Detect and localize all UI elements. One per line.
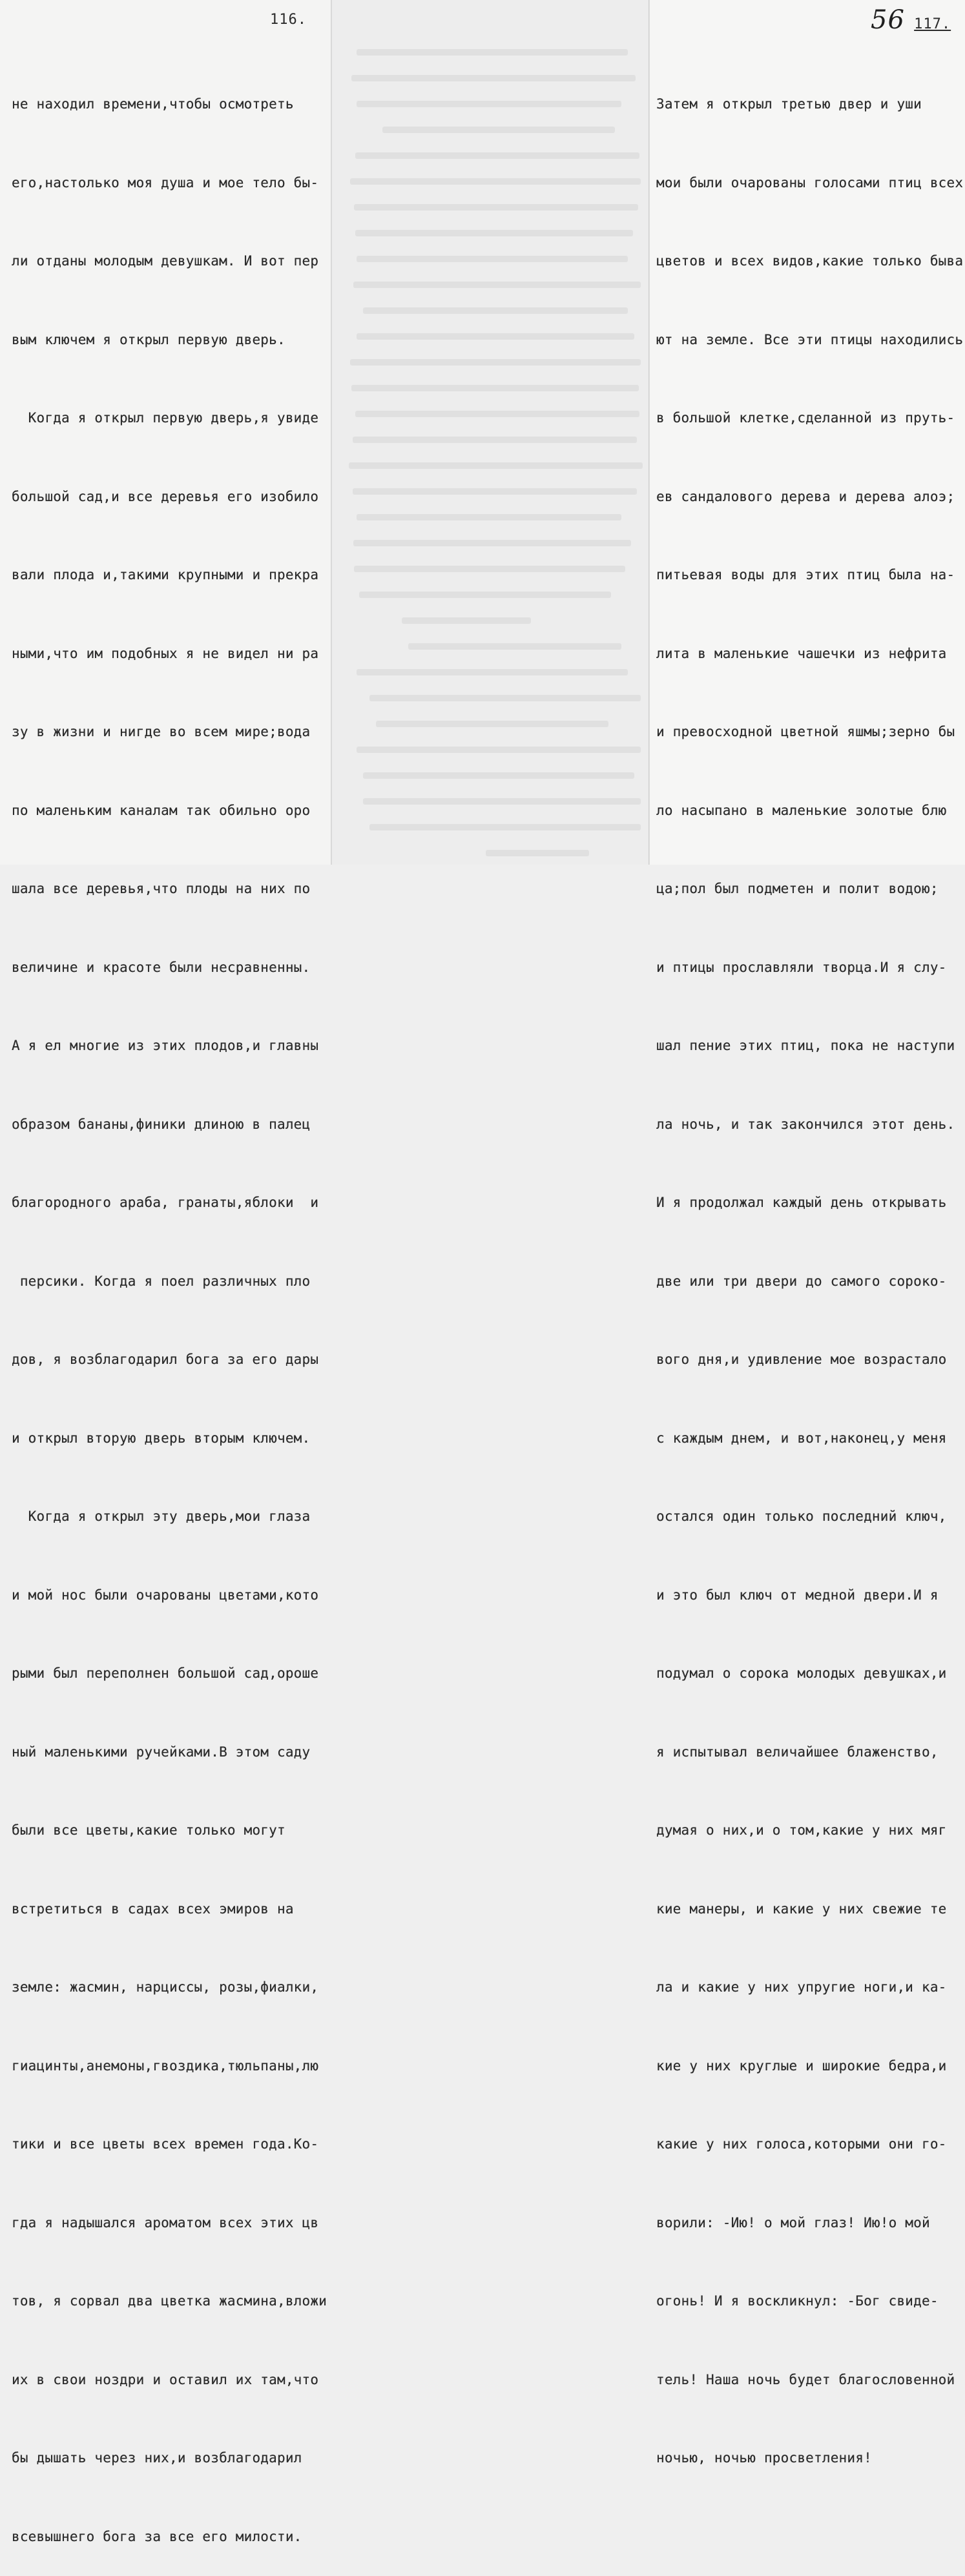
text-line: по маленьким каналам так обильно оро [12,802,311,818]
faded-text-line [357,256,628,262]
text-line: шал пение этих птиц, пока не наступи [656,1038,955,1053]
text-line: рыми был переполнен большой сад,ороше [12,1665,319,1681]
text-line: я испытывал величайшее блаженство, [656,1744,939,1760]
page-fold [331,0,332,865]
text-line: с каждым днем, и вот,наконец,у меня [656,1430,947,1446]
page-fold [649,0,650,865]
text-line: вали плода и,такими крупными и прекра [12,567,319,582]
text-line: ла и какие у них упругие ноги,и ка- [656,1979,947,1995]
text-line: и это был ключ от медной двери.И я [656,1587,939,1603]
right-page-number-group [871,5,951,35]
text-line: образом бананы,финики длиною в палец [12,1116,311,1132]
text-line: лита в маленькие чашечки из нефрита [656,645,947,661]
faded-text-line [355,230,633,236]
text-line: думая о них,и о том,какие у них мяг [656,1822,947,1838]
faded-text-line [486,850,589,856]
text-line: ворили: -Ию! о мой глаз! Ию!о мой [656,2214,930,2231]
text-line: благородного араба, гранаты,яблоки и [12,1195,319,1210]
text-line: тики и все цветы всех времен года.Ко- [12,2136,319,2152]
text-line: питьевая воды для этих птиц была на- [656,567,955,582]
text-line: их в свои ноздри и оставил их там,что [12,2371,319,2387]
faded-text-line [353,437,637,443]
faded-text-line [359,592,611,598]
text-line: какие у них голоса,которыми они го- [656,2136,947,2152]
text-line: и превосходной цветной яшмы;зерно бы [656,724,955,739]
text-line: были все цветы,какие только могут [12,1822,285,1838]
text-line: ный маленькими ручейками.В этом саду [12,1744,311,1760]
text-line: мои были очарованы голосами птиц всех [656,174,964,191]
text-line: всевышнего бога за все его милости. [12,2528,302,2544]
text-line: А я ел многие из этих плодов,и главны [12,1038,319,1053]
left-column-text [12,39,327,2576]
faded-text-line [357,514,621,520]
faded-text-line [357,333,634,340]
faded-text-line [351,385,639,391]
faded-text-line [353,540,631,546]
text-line: две или три двери до самого сороко- [656,1273,947,1289]
text-line: вого дня,и удивление мое возрастало [656,1352,947,1367]
text-line: ца;пол был подметен и полит водою; [656,881,939,896]
text-line: персики. Когда я поел различных пло [12,1273,311,1289]
text-line: Затем я открыл третью двер и уши [656,96,922,112]
faded-text-line [357,669,628,675]
text-line: И я продолжал каждый день открывать [656,1195,947,1210]
text-line: зу в жизни и нигде во всем мире;вода [12,724,311,739]
text-line: кие манеры, и какие у них свежие те [656,1901,947,1917]
faded-text-line [408,643,621,650]
faded-text-line [382,127,615,133]
text-line: подумал о сорока молодых девушках,и [656,1665,947,1681]
faded-text-line [357,49,628,56]
text-line: и мой нос были очарованы цветами,кото [12,1587,319,1603]
faded-text-line [354,204,638,211]
faded-text-line [349,462,643,469]
faded-text-line [351,75,636,81]
faded-text-line [369,824,641,830]
text-line: его,настолько моя душа и мое тело бы- [12,174,319,191]
faded-text-line [363,307,628,314]
faded-text-line [354,566,625,572]
text-line: ночью, ночью просветления! [656,2450,872,2466]
text-line: в большой клетке,сделанной из пруть- [656,410,955,426]
faded-text-line [355,411,639,417]
text-line: бы дышать через них,и возблагодарил [12,2450,302,2466]
text-line: дов, я возблагодарил бога за его дары [12,1352,319,1367]
text-line: кие у них круглые и широкие бедра,и [656,2057,947,2074]
text-line: вым ключем я открыл первую дверь. [12,331,285,347]
faded-text-line [353,282,641,288]
faded-text-line [369,695,641,701]
text-line: огонь! И я воскликнул: -Бог свиде- [656,2293,939,2309]
faded-text-line [350,359,641,366]
faded-text-line [357,101,621,107]
faded-text-line [363,798,641,805]
text-line: ными,что им подобных я не видел ни ра [12,645,319,661]
text-line: встретиться в садах всех эмиров на [12,1901,294,1917]
text-line: ло насыпано в маленькие золотые блю [656,802,947,818]
text-line: ла ночь, и так закончился этот день. [656,1116,955,1132]
text-line: и птицы прославляли творца.И я слу- [656,959,947,975]
faded-text-line [357,747,641,753]
text-line: Когда я открыл эту дверь,мои глаза [12,1509,311,1524]
text-line: остался один только последний ключ, [656,1509,947,1524]
text-line: не находил времени,чтобы осмотреть [12,96,294,112]
faded-text-line [376,721,608,727]
faded-middle-page [331,0,649,865]
faded-text-line [355,152,639,159]
text-line: тов, я сорвал два цветка жасмина,вложи [12,2293,327,2309]
faded-text-line [402,617,531,624]
left-page-number: 116. [270,12,307,28]
text-line: земле: жасмин, нарциссы, розы,фиалки, [12,1979,319,1995]
right-column-text [656,39,963,2497]
text-line: тель! Наша ночь будет благословенной [656,2371,955,2387]
faded-text-line [353,488,637,495]
faded-text-line [363,772,634,779]
right-page-number: 117. [914,16,951,32]
text-line: гиацинты,анемоны,гвоздика,тюльпаны,лю [12,2057,319,2074]
text-line: величине и красоте были несравненны. [12,959,311,975]
text-line: и открыл вторую дверь вторым ключем. [12,1430,311,1446]
text-line: Когда я открыл первую дверь,я увиде [12,410,319,426]
text-line: ев сандалового дерева и дерева алоэ; [656,488,955,504]
text-line: шала все деревья,что плоды на них по [12,881,311,896]
text-line: ли отданы молодым девушкам. И вот пер [12,253,319,269]
archive-stamp-number: 56 [871,5,905,35]
text-line: гда я надышался ароматом всех этих цв [12,2214,319,2231]
text-line: цветов и всех видов,какие только быва [656,253,964,269]
text-line: ют на земле. Все эти птицы находились [656,331,964,347]
faded-text-line [350,178,641,185]
text-line: большой сад,и все деревья его изобило [12,488,319,504]
